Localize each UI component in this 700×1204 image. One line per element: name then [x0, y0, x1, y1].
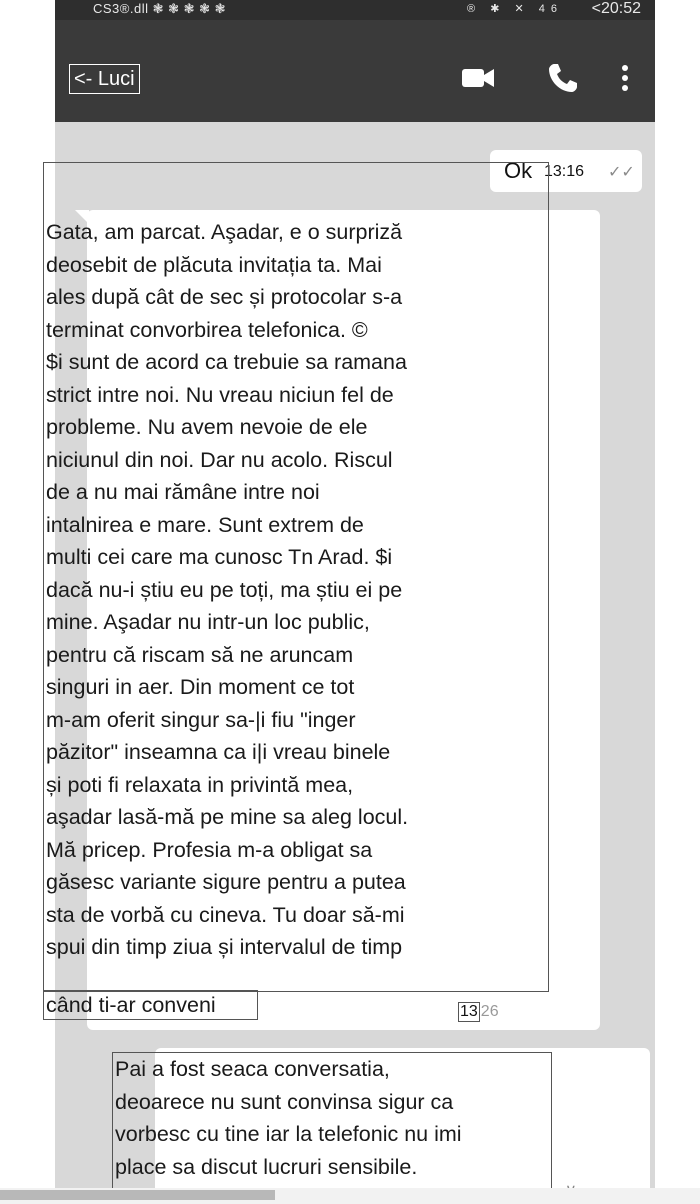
message-line: aşadar lasă-mă pe mine sa aleg locul.: [46, 805, 409, 829]
status-left-text: CS3®.dll ❃ ❃ ❃ ❃ ❃: [93, 1, 227, 16]
message-line: Gata, am parcat. Aşadar, e o surpriză: [46, 220, 403, 244]
message-line: singuri in aer. Din moment ce tot: [46, 675, 355, 699]
message-line: Pai a fost seaca conversatia,: [115, 1057, 390, 1081]
message-line: găsesc variante sigure pentru a putea: [46, 870, 406, 894]
message-line: multi cei care ma cunosc Tn Arad. $i: [46, 545, 393, 569]
status-bar: [55, 0, 655, 20]
message-line: de a nu mai rămâne intre noi: [46, 480, 320, 504]
message-line: și poti fi relaxata in privintă mea,: [46, 772, 354, 797]
message-time: [458, 1002, 499, 1022]
video-camera-icon[interactable]: [460, 60, 496, 96]
message-text-reply: [112, 1052, 552, 1202]
message-line: Mă pricep. Profesia m-a obligat sa: [46, 837, 373, 862]
message-line: niciunul din noi. Dar nu acolo. Riscul: [46, 447, 393, 472]
message-text-long: [46, 216, 532, 964]
message-line: terminat convorbirea telefonica. ©: [46, 317, 368, 342]
message-line: dacă nu-i știu eu pe toți, ma știu ei pe: [46, 577, 403, 602]
back-button[interactable]: <- Luci: [69, 64, 140, 94]
message-time-hour: 13: [460, 1003, 478, 1020]
message-line: spui din timp ziua și intervalul de timp: [46, 935, 403, 959]
message-text: Ok: [504, 158, 533, 183]
message-line: ales după cât de sec și protocolar s-a: [46, 285, 403, 309]
message-line: m-am oferit singur sa-|i fiu "inger: [46, 707, 356, 732]
message-line: sta de vorbă cu cineva. Tu doar să-mi: [46, 902, 405, 927]
phone-icon[interactable]: [545, 60, 581, 96]
message-line: mine. Aşadar nu intr-un loc public,: [46, 610, 370, 634]
message-last-line: când ti-ar conveni: [43, 990, 258, 1020]
message-line: strict intre noi. Nu vreau niciun fel de: [46, 382, 394, 407]
status-time: <20:52: [591, 0, 641, 17]
message-line: păzitor" inseamna ca i|i vreau binele: [46, 740, 391, 764]
message-time: 13:16: [544, 163, 585, 180]
message-line: vorbesc cu tine iar la telefonic nu imi: [115, 1122, 462, 1146]
message-line: deosebit de plăcuta invitația ta. Mai: [46, 252, 382, 277]
status-right-icons: ® ✱ ✕ 46: [467, 3, 563, 15]
message-line: intalnirea e mare. Sunt extrem de: [46, 512, 364, 537]
message-line: $i sunt de acord ca trebuie sa ramana: [46, 350, 407, 374]
message-line: deoarece nu sunt convinsa sigur ca: [115, 1089, 454, 1114]
message-line: probleme. Nu avem nevoie de ele: [46, 415, 368, 439]
message-line: place sa discut lucruri sensibile.: [115, 1154, 418, 1179]
app-bar: [55, 20, 655, 122]
message-line: pentru că riscam să ne aruncam: [46, 642, 354, 667]
read-ticks-icon: ✓✓: [608, 164, 635, 181]
message-time-minute: 26: [480, 1003, 499, 1020]
horizontal-scrollbar-thumb[interactable]: [0, 1190, 275, 1200]
more-vert-icon[interactable]: [615, 60, 635, 96]
